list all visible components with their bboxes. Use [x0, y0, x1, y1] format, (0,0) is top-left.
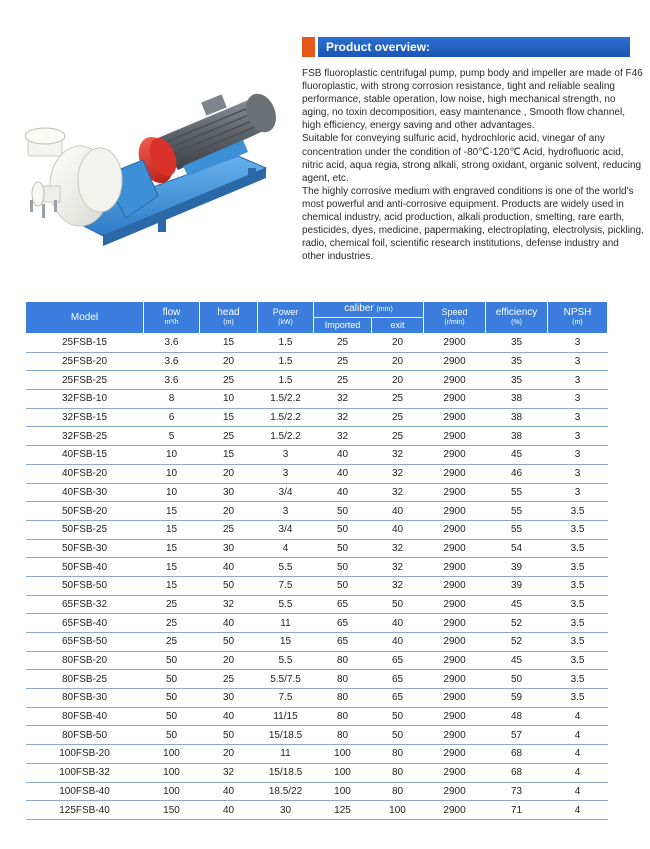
cell-model: 50FSB-25: [26, 520, 144, 539]
cell-exit: 20: [372, 334, 424, 353]
cell-efficiency: 46: [486, 464, 548, 483]
cell-imported: 40: [314, 483, 372, 502]
cell-model: 40FSB-30: [26, 483, 144, 502]
cell-npsh: 3: [548, 371, 608, 390]
cell-npsh: 3: [548, 408, 608, 427]
table-row: [26, 371, 608, 390]
cell-model: 25FSB-20: [26, 352, 144, 371]
cell-speed: 2900: [424, 726, 486, 745]
cell-speed: 2900: [424, 633, 486, 652]
cell-npsh: 3: [548, 390, 608, 409]
cell-speed: 2900: [424, 576, 486, 595]
cell-flow: 8: [144, 390, 200, 409]
cell-power: 5.5: [258, 651, 314, 670]
cell-power: 7.5: [258, 689, 314, 708]
cell-speed: 2900: [424, 464, 486, 483]
cell-exit: 32: [372, 576, 424, 595]
table-row: [26, 782, 608, 801]
cell-speed: 2900: [424, 502, 486, 521]
cell-power: 15/18.5: [258, 726, 314, 745]
cell-head: 50: [200, 633, 258, 652]
cell-exit: 80: [372, 763, 424, 782]
cell-exit: 32: [372, 558, 424, 577]
cell-efficiency: 57: [486, 726, 548, 745]
header-exit: exit: [372, 318, 424, 334]
cell-imported: 80: [314, 689, 372, 708]
cell-head: 10: [200, 390, 258, 409]
cell-npsh: 4: [548, 801, 608, 820]
cell-npsh: 3.5: [548, 595, 608, 614]
cell-model: 32FSB-15: [26, 408, 144, 427]
table-row: [26, 520, 608, 539]
cell-power: 30: [258, 801, 314, 820]
cell-flow: 15: [144, 576, 200, 595]
cell-npsh: 4: [548, 707, 608, 726]
cell-imported: 80: [314, 670, 372, 689]
table-row: [26, 352, 608, 371]
cell-head: 30: [200, 483, 258, 502]
table-row: [26, 446, 608, 465]
cell-head: 40: [200, 782, 258, 801]
cell-npsh: 3.5: [548, 558, 608, 577]
cell-power: 1.5: [258, 334, 314, 353]
cell-efficiency: 35: [486, 371, 548, 390]
cell-head: 15: [200, 446, 258, 465]
cell-power: 3/4: [258, 483, 314, 502]
cell-power: 11: [258, 614, 314, 633]
header-flow: flow m³/h: [144, 302, 200, 334]
cell-efficiency: 45: [486, 651, 548, 670]
header-model: Model: [26, 302, 144, 334]
cell-flow: 50: [144, 670, 200, 689]
cell-imported: 65: [314, 595, 372, 614]
cell-efficiency: 52: [486, 614, 548, 633]
cell-npsh: 3.5: [548, 539, 608, 558]
cell-model: 32FSB-10: [26, 390, 144, 409]
cell-imported: 25: [314, 352, 372, 371]
cell-imported: 40: [314, 446, 372, 465]
header-caliber: caliber (mm): [314, 302, 424, 318]
cell-model: 100FSB-32: [26, 763, 144, 782]
cell-power: 11/15: [258, 707, 314, 726]
cell-imported: 80: [314, 707, 372, 726]
table-row: [26, 745, 608, 764]
cell-flow: 10: [144, 483, 200, 502]
cell-efficiency: 73: [486, 782, 548, 801]
cell-flow: 25: [144, 614, 200, 633]
cell-npsh: 3: [548, 483, 608, 502]
cell-model: 80FSB-50: [26, 726, 144, 745]
cell-exit: 20: [372, 371, 424, 390]
cell-imported: 32: [314, 408, 372, 427]
cell-head: 25: [200, 427, 258, 446]
cell-speed: 2900: [424, 483, 486, 502]
cell-npsh: 3: [548, 464, 608, 483]
cell-flow: 100: [144, 763, 200, 782]
cell-head: 20: [200, 464, 258, 483]
cell-flow: 100: [144, 745, 200, 764]
cell-exit: 25: [372, 390, 424, 409]
cell-speed: 2900: [424, 782, 486, 801]
cell-flow: 15: [144, 502, 200, 521]
cell-imported: 65: [314, 633, 372, 652]
overview-paragraph-3: The highly corrosive medium with engraved conditions is one of the world's most powerful and anti-corrosive equipment. Products are widely used in chemical industry, acid production, alkali production, smelting, rare earth, pesticides, dyes, medicine, papermaking, electroplating, electrolysis, pickling, radio, chemical foil, scientific research institutions, defense industry and other industries.: [302, 185, 644, 263]
cell-speed: 2900: [424, 520, 486, 539]
cell-speed: 2900: [424, 651, 486, 670]
cell-head: 20: [200, 502, 258, 521]
cell-imported: 40: [314, 464, 372, 483]
cell-npsh: 3.5: [548, 520, 608, 539]
cell-head: 50: [200, 726, 258, 745]
cell-exit: 50: [372, 707, 424, 726]
cell-imported: 65: [314, 614, 372, 633]
cell-flow: 10: [144, 464, 200, 483]
cell-flow: 3.6: [144, 352, 200, 371]
cell-exit: 25: [372, 427, 424, 446]
cell-speed: 2900: [424, 689, 486, 708]
cell-exit: 40: [372, 614, 424, 633]
header-npsh: NPSH (m): [548, 302, 608, 334]
cell-speed: 2900: [424, 334, 486, 353]
table-row: [26, 633, 608, 652]
header-power: Power (kW): [258, 302, 314, 334]
cell-head: 40: [200, 801, 258, 820]
cell-efficiency: 38: [486, 427, 548, 446]
cell-head: 40: [200, 614, 258, 633]
cell-efficiency: 35: [486, 352, 548, 371]
table-row: [26, 390, 608, 409]
table-row: [26, 502, 608, 521]
cell-model: 100FSB-20: [26, 745, 144, 764]
cell-model: 50FSB-40: [26, 558, 144, 577]
cell-power: 15: [258, 633, 314, 652]
cell-efficiency: 45: [486, 446, 548, 465]
table-row: [26, 558, 608, 577]
cell-power: 11: [258, 745, 314, 764]
cell-imported: 25: [314, 334, 372, 353]
cell-flow: 25: [144, 633, 200, 652]
cell-efficiency: 55: [486, 520, 548, 539]
cell-imported: 50: [314, 520, 372, 539]
table-row: [26, 464, 608, 483]
cell-speed: 2900: [424, 763, 486, 782]
cell-power: 15/18.5: [258, 763, 314, 782]
table-row: [26, 670, 608, 689]
cell-power: 18.5/22: [258, 782, 314, 801]
cell-head: 40: [200, 558, 258, 577]
product-overview-title: Product overview:: [326, 40, 431, 54]
cell-power: 1.5/2.2: [258, 390, 314, 409]
cell-power: 5.5: [258, 558, 314, 577]
cell-speed: 2900: [424, 408, 486, 427]
cell-exit: 25: [372, 408, 424, 427]
cell-power: 3: [258, 446, 314, 465]
cell-head: 30: [200, 539, 258, 558]
cell-flow: 15: [144, 558, 200, 577]
header-marker: [302, 37, 318, 57]
motor: [158, 89, 281, 176]
cell-power: 1.5/2.2: [258, 408, 314, 427]
cell-flow: 5: [144, 427, 200, 446]
cell-efficiency: 38: [486, 408, 548, 427]
cell-head: 32: [200, 763, 258, 782]
cell-power: 5.5: [258, 595, 314, 614]
cell-npsh: 4: [548, 726, 608, 745]
cell-exit: 65: [372, 670, 424, 689]
cell-speed: 2900: [424, 745, 486, 764]
cell-flow: 15: [144, 539, 200, 558]
product-overview-text: [302, 67, 644, 263]
overview-paragraph-1: FSB fluoroplastic centrifugal pump, pump body and impeller are made of F46 fluoroplastic, with strong corrosion resistance, tight and reliable sealing performance, stable operation, low noise, high mechanical strength, no aging, no toxin decomposition, easy maintenance , Smooth flow channel, high efficiency, energy saving and other advantages.: [302, 68, 643, 132]
cell-efficiency: 71: [486, 801, 548, 820]
table-row: [26, 408, 608, 427]
product-overview-header: [302, 37, 630, 57]
cell-npsh: 3.5: [548, 502, 608, 521]
cell-flow: 3.6: [144, 371, 200, 390]
cell-npsh: 3.5: [548, 576, 608, 595]
cell-efficiency: 68: [486, 745, 548, 764]
cell-npsh: 3.5: [548, 633, 608, 652]
cell-exit: 32: [372, 483, 424, 502]
cell-exit: 32: [372, 539, 424, 558]
cell-flow: 50: [144, 651, 200, 670]
cell-power: 3/4: [258, 520, 314, 539]
cell-efficiency: 38: [486, 390, 548, 409]
cell-speed: 2900: [424, 801, 486, 820]
table-row: [26, 651, 608, 670]
cell-imported: 50: [314, 576, 372, 595]
cell-power: 5.5/7.5: [258, 670, 314, 689]
cell-model: 32FSB-25: [26, 427, 144, 446]
cell-exit: 32: [372, 464, 424, 483]
cell-power: 3: [258, 502, 314, 521]
cell-model: 125FSB-40: [26, 801, 144, 820]
cell-exit: 32: [372, 446, 424, 465]
cell-head: 32: [200, 595, 258, 614]
cell-power: 1.5: [258, 371, 314, 390]
cell-efficiency: 68: [486, 763, 548, 782]
cell-flow: 6: [144, 408, 200, 427]
cell-speed: 2900: [424, 614, 486, 633]
cell-efficiency: 54: [486, 539, 548, 558]
cell-speed: 2900: [424, 539, 486, 558]
cell-model: 65FSB-40: [26, 614, 144, 633]
cell-flow: 10: [144, 446, 200, 465]
table-row: [26, 726, 608, 745]
cell-efficiency: 39: [486, 558, 548, 577]
cell-imported: 80: [314, 726, 372, 745]
cell-head: 50: [200, 576, 258, 595]
cell-speed: 2900: [424, 371, 486, 390]
cell-model: 40FSB-15: [26, 446, 144, 465]
cell-model: 80FSB-30: [26, 689, 144, 708]
cell-exit: 80: [372, 745, 424, 764]
cell-model: 25FSB-25: [26, 371, 144, 390]
cell-speed: 2900: [424, 595, 486, 614]
cell-power: 1.5: [258, 352, 314, 371]
cell-speed: 2900: [424, 427, 486, 446]
cell-exit: 50: [372, 726, 424, 745]
cell-imported: 125: [314, 801, 372, 820]
cell-exit: 40: [372, 520, 424, 539]
table-row: [26, 614, 608, 633]
table-row: [26, 576, 608, 595]
cell-npsh: 3: [548, 446, 608, 465]
cell-imported: 25: [314, 371, 372, 390]
cell-flow: 50: [144, 707, 200, 726]
cell-imported: 50: [314, 502, 372, 521]
cell-head: 25: [200, 520, 258, 539]
cell-imported: 32: [314, 427, 372, 446]
cell-flow: 50: [144, 689, 200, 708]
cell-model: 65FSB-32: [26, 595, 144, 614]
cell-model: 25FSB-15: [26, 334, 144, 353]
cell-power: 7.5: [258, 576, 314, 595]
cell-npsh: 3: [548, 352, 608, 371]
cell-npsh: 3: [548, 334, 608, 353]
cell-speed: 2900: [424, 558, 486, 577]
table-row: [26, 483, 608, 502]
cell-model: 50FSB-30: [26, 539, 144, 558]
cell-npsh: 4: [548, 782, 608, 801]
spec-table: [25, 301, 608, 820]
cell-flow: 3.6: [144, 334, 200, 353]
cell-model: 50FSB-20: [26, 502, 144, 521]
cell-npsh: 3.5: [548, 614, 608, 633]
cell-exit: 80: [372, 782, 424, 801]
cell-exit: 20: [372, 352, 424, 371]
cell-efficiency: 55: [486, 502, 548, 521]
table-row: [26, 801, 608, 820]
cell-head: 15: [200, 408, 258, 427]
cell-exit: 40: [372, 502, 424, 521]
header-imported: Imported: [314, 318, 372, 334]
cell-head: 30: [200, 689, 258, 708]
header-efficiency: efficiency (%): [486, 302, 548, 334]
cell-efficiency: 55: [486, 483, 548, 502]
cell-model: 80FSB-25: [26, 670, 144, 689]
cell-npsh: 3.5: [548, 651, 608, 670]
cell-efficiency: 59: [486, 689, 548, 708]
cell-head: 25: [200, 371, 258, 390]
cell-npsh: 3.5: [548, 689, 608, 708]
cell-flow: 150: [144, 801, 200, 820]
table-row: [26, 427, 608, 446]
cell-imported: 100: [314, 782, 372, 801]
cell-npsh: 4: [548, 745, 608, 764]
cell-head: 40: [200, 707, 258, 726]
cell-imported: 50: [314, 558, 372, 577]
cell-efficiency: 39: [486, 576, 548, 595]
table-row: [26, 595, 608, 614]
table-row: [26, 707, 608, 726]
table-row: [26, 539, 608, 558]
cell-npsh: 3.5: [548, 670, 608, 689]
cell-head: 20: [200, 352, 258, 371]
cell-speed: 2900: [424, 707, 486, 726]
header-head: head (m): [200, 302, 258, 334]
cell-imported: 100: [314, 745, 372, 764]
spec-table-body: [26, 334, 608, 820]
pump-product-image: [8, 68, 298, 253]
cell-exit: 50: [372, 595, 424, 614]
cell-imported: 32: [314, 390, 372, 409]
cell-efficiency: 48: [486, 707, 548, 726]
cell-imported: 100: [314, 763, 372, 782]
cell-model: 80FSB-20: [26, 651, 144, 670]
cell-efficiency: 52: [486, 633, 548, 652]
cell-power: 1.5/2.2: [258, 427, 314, 446]
cell-npsh: 4: [548, 763, 608, 782]
cell-exit: 100: [372, 801, 424, 820]
table-row: [26, 763, 608, 782]
overview-paragraph-2: Suitable for conveying sulfuric acid, hydrochloric acid, vinegar of any concentration under the condition of -80℃-120℃ Acid, hydrofluoric acid, nitric acid, aqua regia, strong alkali, strong oxidant, organic solvent, reducing agent, etc.: [302, 133, 642, 184]
table-row: [26, 689, 608, 708]
cell-imported: 80: [314, 651, 372, 670]
cell-flow: 15: [144, 520, 200, 539]
cell-flow: 100: [144, 782, 200, 801]
cell-speed: 2900: [424, 670, 486, 689]
cell-exit: 40: [372, 633, 424, 652]
cell-efficiency: 45: [486, 595, 548, 614]
cell-model: 40FSB-20: [26, 464, 144, 483]
cell-power: 3: [258, 464, 314, 483]
cell-efficiency: 50: [486, 670, 548, 689]
cell-speed: 2900: [424, 390, 486, 409]
cell-speed: 2900: [424, 352, 486, 371]
cell-exit: 65: [372, 689, 424, 708]
cell-model: 100FSB-40: [26, 782, 144, 801]
cell-imported: 50: [314, 539, 372, 558]
cell-flow: 25: [144, 595, 200, 614]
cell-npsh: 3: [548, 427, 608, 446]
cell-efficiency: 35: [486, 334, 548, 353]
cell-model: 50FSB-50: [26, 576, 144, 595]
header-speed: Speed (r/min): [424, 302, 486, 334]
cell-head: 15: [200, 334, 258, 353]
cell-exit: 65: [372, 651, 424, 670]
cell-power: 4: [258, 539, 314, 558]
cell-speed: 2900: [424, 446, 486, 465]
table-row: [26, 334, 608, 353]
cell-model: 65FSB-50: [26, 633, 144, 652]
cell-head: 20: [200, 651, 258, 670]
cell-head: 20: [200, 745, 258, 764]
cell-flow: 50: [144, 726, 200, 745]
cell-head: 25: [200, 670, 258, 689]
cell-model: 80FSB-40: [26, 707, 144, 726]
